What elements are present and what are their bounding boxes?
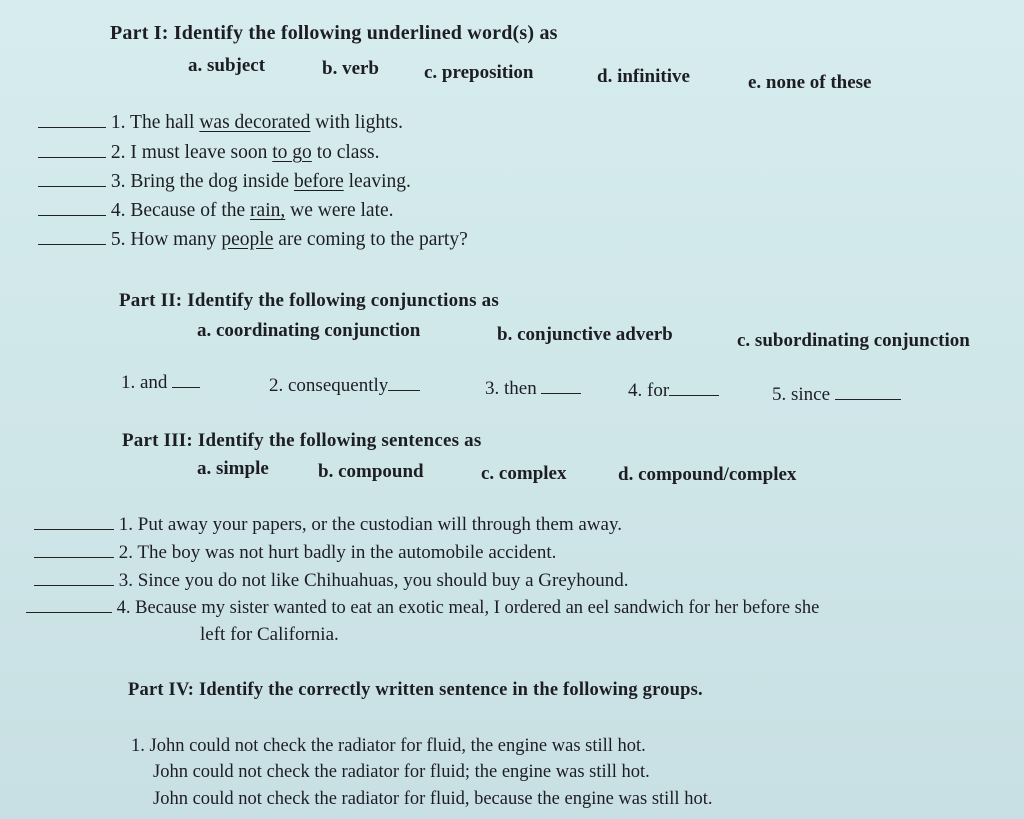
part3-item-4: 4. Because my sister wanted to eat an exotic meal, I ordered an eel sandwich for her before she [26, 598, 819, 619]
part4-title: Part IV: Identify the correctly written sentence in the following groups. [128, 680, 703, 700]
part3-item-3: 3. Since you do not like Chihuahuas, you should buy a Greyhound. [34, 570, 629, 592]
part2-item-4: 4. for [628, 380, 719, 402]
part4-group1-line3: John could not check the radiator for fluid, because the engine was still hot. [153, 789, 713, 809]
part3-option-b: b. compound [318, 461, 424, 482]
part1-item-3: 3. Bring the dog inside before leaving. [38, 171, 411, 193]
answer-blank[interactable] [669, 395, 719, 396]
part2-item-1: 1. and [121, 372, 200, 394]
answer-blank[interactable] [835, 399, 901, 400]
part1-option-c: c. preposition [424, 62, 534, 83]
part1-item-2: 2. I must leave soon to go to class. [38, 142, 380, 164]
part3-option-a: a. simple [197, 458, 269, 479]
part3-option-c: c. complex [481, 463, 567, 484]
answer-blank[interactable] [172, 387, 200, 388]
answer-blank[interactable] [38, 186, 106, 187]
part2-item-5: 5. since [772, 384, 901, 406]
answer-blank[interactable] [26, 612, 112, 613]
part1-option-a: a. subject [188, 55, 266, 76]
part2-option-c: c. subordinating conjunction [737, 330, 970, 351]
answer-blank[interactable] [38, 244, 106, 245]
answer-blank[interactable] [388, 390, 420, 391]
answer-blank[interactable] [34, 557, 114, 558]
part4-group1-line1: 1. John could not check the radiator for fluid, the engine was still hot. [131, 736, 646, 756]
part3-item-4-continued: left for California. [200, 624, 339, 645]
underlined-word: people [221, 229, 274, 250]
part1-item-4: 4. Because of the rain, we were late. [38, 200, 394, 222]
answer-blank[interactable] [34, 529, 114, 530]
part3-title: Part III: Identify the following sentences as [122, 430, 482, 451]
underlined-word: rain, [250, 200, 286, 221]
part1-item-1: 1. The hall was decorated with lights. [38, 112, 403, 134]
part3-option-d: d. compound/complex [618, 464, 797, 485]
part2-item-3: 3. then [485, 378, 581, 400]
answer-blank[interactable] [34, 585, 114, 586]
part1-item-5: 5. How many people are coming to the party? [38, 229, 468, 251]
answer-blank[interactable] [541, 393, 581, 394]
underlined-word: to go [272, 142, 312, 163]
part3-item-1: 1. Put away your papers, or the custodian will through them away. [34, 514, 622, 536]
part2-title: Part II: Identify the following conjunctions as [119, 290, 499, 311]
underlined-word: before [293, 171, 344, 192]
part3-item-2: 2. The boy was not hurt badly in the automobile accident. [34, 542, 556, 564]
part2-option-a: a. coordinating conjunction [197, 320, 421, 341]
part1-option-d: d. infinitive [597, 66, 690, 87]
answer-blank[interactable] [38, 157, 106, 158]
answer-blank[interactable] [38, 215, 106, 216]
part2-item-2: 2. consequently [269, 375, 420, 397]
answer-blank[interactable] [38, 127, 106, 128]
part4-group1-line2: John could not check the radiator for fluid; the engine was still hot. [153, 762, 650, 782]
part1-option-e: e. none of these [748, 72, 872, 93]
underlined-word: was decorated [199, 112, 311, 133]
part2-option-b: b. conjunctive adverb [497, 324, 673, 345]
part1-option-b: b. verb [322, 58, 379, 79]
part1-title: Part I: Identify the following underlined word(s) as [110, 22, 558, 44]
